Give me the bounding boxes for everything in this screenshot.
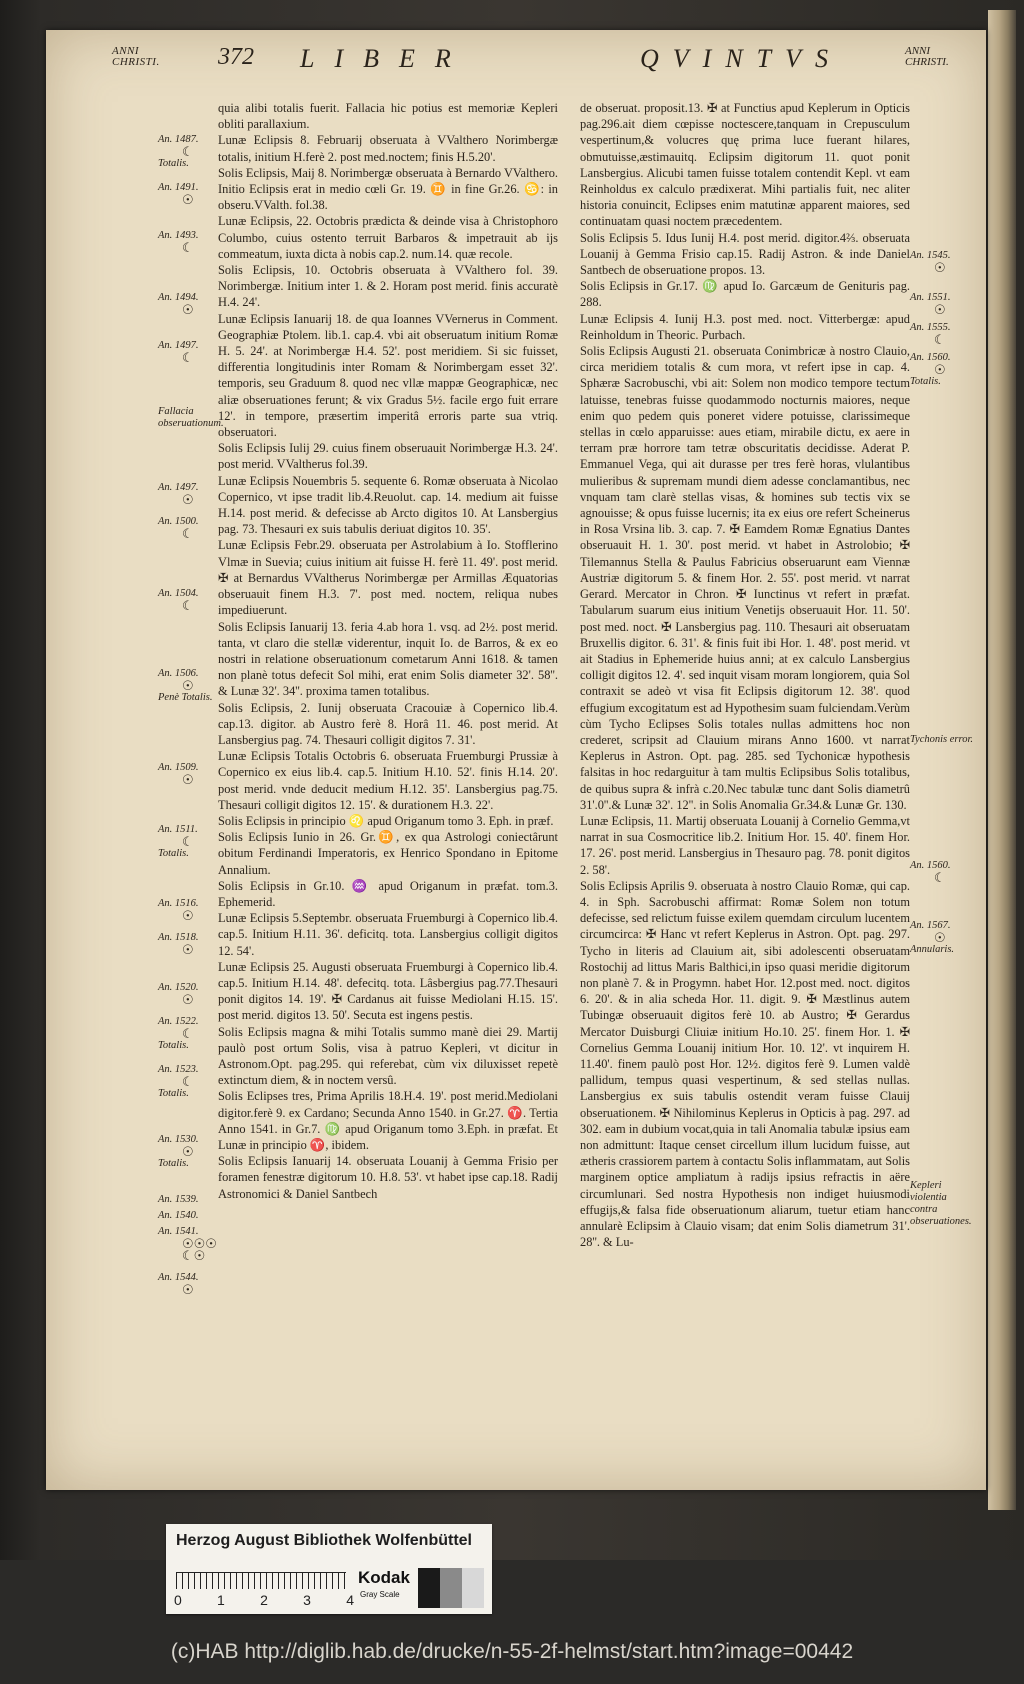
ruler-number: 0	[174, 1592, 182, 1608]
margin-year: An. 1497.	[158, 482, 199, 493]
margin-note-left	[158, 932, 218, 956]
margin-year: An. 1516.	[158, 898, 199, 909]
paragraph: Solis Eclipses tres, Prima Aprilis 18.H.4. 19'. post merid.Mediolani digitor.ferè 9. ex Cardano; Secunda Anno 1540. in Gr.27. ♈. Tertia Anno 1541. in Gr.7. ♍ apud Origanum tomo 3.Eph. in præfat. Et Lunæ in principio ♈, ibidem.	[218, 1089, 558, 1152]
margin-note-left	[158, 668, 218, 704]
gray-scale-swatches	[418, 1568, 484, 1608]
paragraph: Solis Eclipsis Aprilis 9. obseruata à nostro Clauio Romæ, qui cap. 4. in Sph. Sacrobuschi affirmat: Romæ Solem non totum defecisse, sed relictum fuisse exilem quemdam circulum lucentem circumcirca: ✠ Hanc vt refert Keplerus in Astron. Opt. pag. 297. Tycho in literis ad Clauium ait, sibi adolescenti obseruatam Rostochij ad littus Maris Balthici,in ipso quasi meridie digitorum non planè 7. & in Progymn. habet Hor. 12.post med. noct. digitos 6. 20'. & in alia scheda Hor. 11. digit. 9. ✠ Mæstlinus autem Tubingæ obseruauit digitos ferè 10. ab Austro; ✠ Gerardus Mercator Duisburgi Cliuiæ initium Ho.10. 25'. finem Hor. 1. ✠ Cornelius Gemma Louanij initium Hor. 10. 12'. vt inquirem H. 11.40'. finem paulò post Hor. 12½. digitos ferè 9. Lumen valdè pallidum, tempus quasi vespertinum, & sed stellas nullas. Lansbergius ex suis tabulis ostendit veram fuisse Clauij obseruationem. ✠ Nihilominus Keplerus in Opticis à pag. 297. ad 302. eam in dubium vocat,quia in tali Anomalia tabulæ ipsius eam non admittunt: Itaque censet circellum illum lucidum fuisse, aut ætheris crassiorem partem à contactu Solis inflammatam, aut Solis marginem optice ampliatum à radijs ipsius refractis in aëre circumlunari. Sed nostra Hypothesis non indiget huiusmodi effugijs,& falsa fide obseruationum aliarum, tuetur etiam hanc annularè Eclipsim à Clauio visam; dat enim Solis diametrum 31'. 28''. & Lu-	[580, 878, 910, 1250]
margin-year: An. 1520.	[158, 982, 199, 993]
margin-note-left	[158, 182, 218, 206]
right-text-column	[580, 100, 910, 1250]
margin-label: Totalis.	[910, 376, 941, 387]
scale-ruler	[166, 1566, 352, 1614]
margin-label: Totalis.	[158, 158, 189, 169]
margin-note-right	[910, 860, 974, 884]
margin-year: An. 1497.	[158, 340, 199, 351]
margin-year: An. 1500.	[158, 516, 199, 527]
margin-label: Totalis.	[158, 1158, 189, 1169]
moon-eclipse-icon: ☾	[182, 598, 194, 613]
paragraph: Solis Eclipsis in principio ♌ apud Origanum tomo 3. Eph. in præf.	[218, 813, 554, 828]
ruler-ticks	[176, 1572, 346, 1589]
paragraph: Solis Eclipsis 5. Idus Iunij H.4. post merid. digitor.4⅔. obseruata Louanij à Gemma Frisio cap.15. Radij Astron. & inde Daniel Santbech de obseruatione propos. 13.	[580, 230, 910, 278]
paragraph: Solis Eclipsis Iulij 29. cuius finem obseruauit Norimbergæ H.3. 24'. post merid. VValtherus fol.39.	[218, 441, 558, 472]
margin-year: An. 1560.	[910, 352, 951, 363]
paragraph: Lunæ Eclipsis Nouembris 5. sequente 6. Romæ obseruata à Nicolao Copernico, vt ipse tradit lib.4.Reuolut. cap. 14. medium ait fuisse H.14. post merid. & defecisse ab Arcto digitos 10. At Lansbergius pag. 73. Thesauri ex suis tabulis deriuat digitos 10. 35'.	[218, 473, 558, 537]
margin-label: Totalis.	[158, 848, 189, 859]
sun-eclipse-icon: ☉	[182, 678, 194, 693]
gray-swatch-light	[462, 1568, 484, 1608]
moon-eclipse-icon: ☾	[934, 870, 946, 885]
paragraph: Lunæ Eclipsis 8. Februarij obseruata à VValthero Norimbergæ totalis, initium H.ferè 2. post med.noctem; finis H.5.20'.	[218, 133, 558, 164]
margin-note-left	[158, 292, 218, 316]
margin-year: An. 1504.	[158, 588, 199, 599]
gray-swatch-mid	[440, 1568, 462, 1608]
library-color-card	[166, 1524, 492, 1614]
running-head-anni-christi-right: ANNI CHRISTI.	[905, 45, 949, 68]
margin-year: An. 1511.	[158, 824, 198, 835]
margin-year: An. 1491.	[158, 182, 199, 193]
moon-eclipse-icon: ☾	[182, 144, 194, 159]
paragraph: Lunæ Eclipsis, 11. Martij obseruata Louanij à Cornelio Gemma,vt narrat in sua Cosmocritice lib.2. Initium Hor. 15. 40'. finem Hor. 17. 26'. post merid. Lansbergius in Thesauro pag. 78. ponit digitos 2. 58'.	[580, 813, 910, 877]
ruler-number: 4	[346, 1592, 354, 1608]
margin-note-left	[158, 588, 218, 612]
ruler-numbers	[174, 1592, 354, 1608]
paragraph: Solis Eclipsis Ianuarij 14. obseruata Louanij à Gemma Frisio per foramen fenestræ digitorum 10. H.8. 53'. vt habet ipse cap.18. Radij Astronomici & Daniel Santbech	[218, 1154, 558, 1201]
margin-note-left	[158, 824, 218, 860]
margin-year: An. 1506.	[158, 668, 199, 679]
paragraph: Solis Eclipsis, 2. Iunij obseruata Cracouiæ à Copernico lib.4. cap.13. digitor. ab Austro ferè 8. Horâ 11. 46. post merid. At Lansbergius pag. 74. Thesauri colligit digitos 7. 31'.	[218, 700, 558, 747]
margin-note-left	[158, 1226, 218, 1262]
sun-eclipse-icon: ☉	[182, 492, 194, 507]
paragraph: Lunæ Eclipsis 5.Septembr. obseruata Fruemburgi à Copernico lib.4. cap.5. Initium H.11. 36'. deficitq. tota. Lansbergius colligit digitos 12. 54'.	[218, 911, 558, 958]
paragraph: Lunæ Eclipsis 25. Augusti obseruata Fruemburgi à Copernico lib.4. cap.5. Initium H.14. 48'. defecitq. tota. Lâsbergius pag.77.Thesauri ponit digitos 14. 19'. ✠ Cardanus ait fuisse Mediolani H.15. 15'. post merid. digitos 13. 50'. Secuta est ingens pestis.	[218, 959, 558, 1023]
page-edge	[988, 10, 1016, 1510]
margin-year: An. 1541.	[158, 1226, 199, 1237]
running-head-anni-christi-left: ANNI CHRISTI.	[112, 45, 160, 68]
margin-year: An. 1530.	[158, 1134, 199, 1145]
sun-eclipse-icon: ☉	[934, 302, 946, 317]
left-text-column	[218, 100, 558, 1202]
margin-year: An. 1518.	[158, 932, 199, 943]
margin-note-right	[910, 1180, 974, 1228]
running-title-liber: LIBER	[300, 44, 471, 73]
paragraph: quia alibi totalis fuerit. Fallacia hic potius est memoriæ Kepleri obliti parallaxium.	[218, 101, 558, 132]
sun-eclipse-icon: ☉	[182, 942, 194, 957]
margin-label: Annularis.	[910, 944, 955, 955]
margin-label: Penè Totalis.	[158, 692, 213, 703]
margin-year: An. 1509.	[158, 762, 199, 773]
margin-note-left	[158, 1210, 218, 1222]
moon-eclipse-icon: ☾	[934, 332, 946, 347]
sun-eclipse-icon: ☉	[182, 992, 194, 1007]
paragraph: Solis Eclipsis magna & mihi Totalis summo manè diei 29. Martij paulò post ortum Solis, visa à patruo Kepleri, vt dicitur in Astronom.Opt. pag.295. qui referebat, cùm vix diluxisset repetè extinctum diem, & in noctem versû.	[218, 1024, 558, 1088]
paragraph: Solis Eclipsis Ianuarij 13. feria 4.ab hora 1. vsq. ad 2½. post merid. tanta, vt claro die stellæ viderentur, inquit Io. de Barros, & ex eo nostri in relatione obseruationum cometarum Anni 1618. & tamen non planè totus defecit Sol mihi, erat enim Solis diameter 32'. 58''. & Lunæ 32'. 34''. proxima tamen totalibus.	[218, 619, 558, 699]
margin-year: An. 1560.	[910, 860, 951, 871]
image-citation: (c)HAB http://diglib.hab.de/drucke/n-55-2f-helmst/start.htm?image=00442	[170, 1640, 854, 1663]
margin-note-right	[910, 352, 974, 388]
kodak-gray-scale-label: Gray Scale	[360, 1590, 400, 1599]
margin-note-left	[158, 762, 218, 786]
margin-note-left	[158, 1194, 218, 1206]
margin-year: An. 1523.	[158, 1064, 199, 1075]
margin-label: Totalis.	[158, 1040, 189, 1051]
ruler-number: 1	[217, 1592, 225, 1608]
margin-note-left	[158, 134, 218, 170]
paragraph: Solis Eclipsis Iunio in 26. Gr.♊, ex qua Astrologi coniectârunt obitum Ferdinandi Imperatoris, ex Henrico Spondano in Epitome Annalium.	[218, 830, 558, 877]
ruler-number: 3	[303, 1592, 311, 1608]
margin-note-left	[158, 898, 218, 922]
sun-eclipse-icon: ☉	[182, 192, 194, 207]
margin-note-left	[158, 1272, 218, 1296]
paragraph: Solis Eclipsis Augusti 21. obseruata Conimbricæ à nostro Clauio, circa meridiem totalis & cum mora, vt refert ipse in cap. 4. Sphæræ Sacrobuschi, vbi ait: Solem non modico tempore tectum latuisse, tenebras fuisse quodammodo nocturnis maiores, neque enim quo pedem quis poneret videre potuisse, clarissimeque stellas in cœlo apparuisse: aues etiam, mirabile dictu, ex aere in terram præ horrore tam tetræ obscuritatis decidisse. Aderat P. Emmanuel Vega, qui ait durasse per tres ferè horas, vlulantibus mulieribus & supremam mundi diem adesse conclamantibus, nec vnquam tam clarè stellas visas, & homines sub tectis vix se agnouisse; & opus fuisse lucernis; ita ex eius ore refert Scheinerus in Rosa Vrsina lib. 3. cap. 7. ✠ Eamdem Romæ Egnatius Dantes obseruauit H. 1. 30'. post merid. vt habet in Astrolobio; ✠ Tilemannus Stella & Paulus Fabricius obseruarunt eam Viennæ Austriæ digitorum 5. & finem Hor. 2. 55'. post merid. vt narrat Gerard. Mercator in Chron. ✠ Iunctinus vt refert in præfat. Tabularum suarum eius initium Venetijs obseruauit Hor. 11. 50'. post med. noct. ✠ Lansbergius pag. 110. Thesauri ait obseruatam Bruxellis digitor. 6. 31'. & finis fuit ibi Hor. 1. 48'. post merid. vt ait Stadius in Ephemeride huius anni; at ex calculo Lansbergius colligit digitos 12. 4'. sed inquit visam moram longiorem, quia Sol contraxit se adeò vt visa fit Eclipsis digitorum 12. 38'. quod effugium excogitatum est ad Hypothesim suam fulciendam.Verùm cùm Tycho Eclipses Solis totales nullas admittens hoc non crederet, scripsit ad Clauium mirans Anno 1600. vt narrat Keplerus in Astron. Opt. pag. 285. sed Tychonicæ hypothesis falsitas in hoc redarguitur à tam multis Eclipsibus Solis totalibus, de quibus supra & infrà c.20.Nec tabulæ tunc dant Solis diametrû 31'.0''.& Lunæ 32'. 12''. in Solis Anomalia Gr.34.& Lunæ Gr. 130.	[580, 344, 910, 812]
moon-eclipse-icon: ☾	[182, 1074, 194, 1089]
paragraph: Solis Eclipsis, Maij 8. Norimbergæ obseruata à Bernardo VValthero. Initio Eclipsis erat in medio cœli Gr. 19. ♊ in fine Gr.26. ♋: in obseru.VValth. fol.38.	[218, 165, 558, 213]
paragraph: Lunæ Eclipsis, 22. Octobris prædicta & deinde visa à Christophoro Columbo, cuius ostento terruit Barbaros & impetrauit ab ijs commeatum, iuxta dicta à nobis cap.2. num.14. quæ recole.	[218, 214, 558, 261]
margin-year: An. 1544.	[158, 1272, 199, 1283]
sun-eclipse-icon: ☉	[182, 772, 194, 787]
sun-eclipse-icon: ☉	[182, 908, 194, 923]
paragraph: de obseruat. proposit.13. ✠ at Functius apud Keplerum in Opticis pag.296.ait diem cœpisse noctescere,tanquam in Crepusculum vespertinum,& volucres quę prima luce fuerant hilares, obmutuisse,æstimauitq. Eclipsim digitorum 11. quot ponit Lansbergius. Alicubi tamen fuisse totalem contendit Kepl. vt eam Reinholdus ex calculo prædixerat. Mihi partialis fuit, nec aliter historia conuincit, Eclipses enim matutinæ apparent maiores, sed continuatam quasi noctem præcedentem.	[580, 101, 910, 229]
paragraph: Solis Eclipsis in Gr.17. ♍ apud Io. Garcæum de Genituris pag. 288.	[580, 279, 910, 310]
sun-moon-eclipses-icon: ☉☉☉ ☾☉	[182, 1236, 217, 1263]
sun-eclipse-icon: ☉	[182, 302, 194, 317]
kodak-logo: Kodak	[358, 1568, 410, 1587]
paragraph: Lunæ Eclipsis 4. Iunij H.3. post med. noct. Vitterbergæ: apud Reinholdum in Theoric. Purbach.	[580, 311, 910, 342]
margin-year: An. 1545.	[910, 250, 951, 261]
margin-note-right	[910, 920, 974, 956]
margin-note-right	[910, 250, 974, 274]
paragraph: Solis Eclipsis, 10. Octobris obseruata à VValthero fol. 39. Norimbergæ. Initium inter 1. & 2. Horam post merid. finis accuratè H.4. 24'.	[218, 263, 558, 310]
margin-note-left	[158, 340, 224, 430]
margin-year: An. 1539.	[158, 1194, 199, 1205]
moon-eclipse-icon: ☾	[182, 526, 194, 541]
moon-eclipse-icon: ☾	[182, 240, 194, 255]
margin-note-left	[158, 482, 218, 506]
margin-note-left	[158, 230, 218, 254]
running-title-quintus: QVINTVS	[640, 44, 842, 73]
margin-year: An. 1487.	[158, 134, 199, 145]
margin-label: Fallacia obseruationum.	[158, 406, 224, 429]
margin-year: An. 1540.	[158, 1210, 199, 1221]
margin-year: An. 1493.	[158, 230, 199, 241]
margin-note-left	[158, 1134, 218, 1170]
margin-label: Tychonis error.	[910, 734, 973, 745]
margin-year: An. 1522.	[158, 1016, 199, 1027]
margin-note-left	[158, 1064, 218, 1100]
paragraph: Lunæ Eclipsis Ianuarij 18. de qua Ioannes VVernerus in Comment. Geographiæ Ptolem. lib.1. cap.4. vbi ait obseruatum initium Romæ H. 5. 24'. at Norimbergæ H.4. 52'. post meridiem. Si sic fuisset, differentia longitudinis inter Romam & Norimbergam esset 32'. temporis, seu Graduum 8. quod nec vllæ mappæ Geographicæ, nec aliæ obseruationes ferunt; & vix Gradus 5½. facile ergo fuit errare 12'. in tempore, præsertim imperitâ erroris parte sua vtriq. obseruatori.	[218, 311, 558, 440]
margin-year: An. 1555.	[910, 322, 951, 333]
ruler-number: 2	[260, 1592, 268, 1608]
margin-note-right	[910, 292, 974, 316]
gray-swatch-black	[418, 1568, 440, 1608]
margin-label: Totalis.	[158, 1088, 189, 1099]
page-number: 372	[218, 44, 254, 70]
margin-note-left	[158, 516, 218, 540]
moon-eclipse-icon: ☾	[182, 1026, 194, 1041]
library-name: Herzog August Bibliothek Wolfenbüttel	[176, 1532, 472, 1549]
sun-eclipse-icon: ☉	[934, 930, 946, 945]
margin-note-left	[158, 1016, 218, 1052]
paragraph: Solis Eclipsis in Gr.10. ♒ apud Origanum in præfat. tom.3. Ephemerid.	[218, 878, 558, 909]
margin-note-right	[910, 322, 974, 346]
margin-year: An. 1567.	[910, 920, 951, 931]
sun-eclipse-icon: ☉	[934, 260, 946, 275]
margin-year: An. 1494.	[158, 292, 199, 303]
paragraph: Lunæ Eclipsis Totalis Octobris 6. obseruata Fruemburgi Prussiæ à Copernico ex eius lib.4. cap.5. Initium H.10. 52'. finis H.14. 20'. post merid. vnde deducit medium H.12. 35'. Lansbergius pag.75. Thesauri colligit digitos 12. 15'. & durationem H.3. 22'.	[218, 749, 558, 812]
margin-label: Kepleri violentia contra obseruationes.	[910, 1180, 972, 1227]
paragraph: Lunæ Eclipsis Febr.29. obseruata per Astrolabium à Io. Stofflerino Vlmæ in Suevia; cuius initium ait fuisse H. ferè 11. 49'. post merid. ✠ at Bernardus VValtherus Norimbergæ per Armillas Æquatorias obseruauit finem H.3. 7'. post med. noctem, reliqua nubes impediuerunt.	[218, 538, 558, 618]
sun-eclipse-icon: ☉	[182, 1144, 194, 1159]
margin-year: An. 1551.	[910, 292, 951, 303]
sun-eclipse-icon: ☉	[182, 1282, 194, 1297]
margin-note-left	[158, 982, 218, 1006]
margin-note-right	[910, 734, 974, 746]
sun-eclipse-icon: ☉	[934, 362, 946, 377]
moon-eclipse-icon: ☾	[182, 834, 194, 849]
moon-eclipse-icon: ☾	[182, 350, 194, 365]
